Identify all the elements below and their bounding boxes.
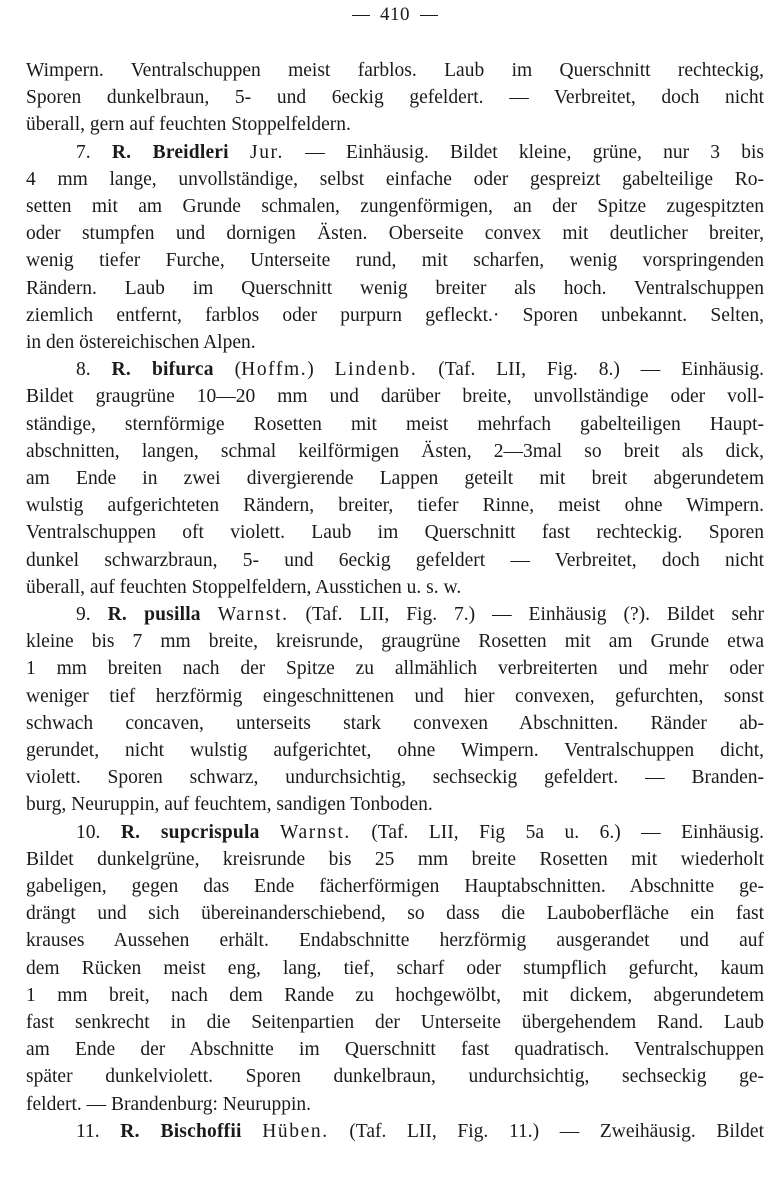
text-line	[26, 874, 764, 900]
text-segment: 8.	[76, 359, 112, 381]
text-segment: ziemlich entfernt, farblos oder purpurn gefleckt.· Sporen unbekannt. Selten,	[26, 304, 764, 326]
text-segment: Rändern. Laub im Querschnitt wenig breiter als hoch. Ventralschuppen	[26, 277, 764, 299]
text-line	[26, 1010, 764, 1036]
text-line	[26, 221, 764, 247]
species-name: R. bifurca	[111, 359, 214, 381]
header-left-dash	[352, 15, 370, 16]
text-segment: 7.	[76, 141, 112, 163]
text-line	[26, 303, 764, 329]
text-segment: schwach concaven, unterseits stark convexen Abschnitten. Ränder ab-	[26, 712, 764, 734]
species-name: R. pusilla	[107, 604, 201, 625]
text-line	[26, 330, 764, 356]
text-segment: Wimpern. Ventralschuppen meist farblos. Laub im Querschnitt rechteckig,	[26, 60, 764, 81]
species-name: R. Bischoffii	[120, 1120, 242, 1142]
text-segment: in den östereichischen Alpen.	[26, 332, 256, 353]
text-line	[26, 656, 764, 682]
text-segment: (Taf. LII, Fig. 11.) — Zweihäusig. Bildet	[328, 1120, 764, 1142]
text-line	[26, 1064, 764, 1090]
text-line	[26, 1092, 764, 1118]
text-line	[26, 629, 764, 655]
text-segment: )	[307, 359, 335, 381]
text-segment: weniger tief herzförmig eingeschnittenen und hier convexen, gefurchten, sonst	[26, 685, 764, 707]
text-line	[26, 684, 764, 710]
text-line	[26, 548, 764, 574]
text-segment: oder stumpfen und dornigen Ästen. Oberseite convex mit deutlicher breiter,	[26, 223, 764, 245]
text-line	[26, 85, 764, 111]
text-segment: überall, auf feuchten Stoppelfeldern, Ausstichen u. s. w.	[26, 576, 462, 598]
text-line	[26, 248, 764, 274]
entry-first-line	[26, 357, 764, 383]
text-segment: am Ende in zwei divergierende Lappen geteilt mit breit abgerundetem	[26, 468, 764, 489]
text-segment: (Taf. LII, Fig. 8.) — Einhäusig.	[417, 359, 765, 381]
text-segment: wulstig aufgerichteten Rändern, breiter, tiefer Rinne, meist ohne Wimpern.	[26, 495, 764, 517]
species-name: R. supcrispula	[120, 821, 260, 843]
text-segment: gabeligen, gegen das Ende fächerförmigen Hauptabschnitten. Abschnitte ge-	[26, 876, 764, 897]
text-segment: Sporen dunkelbraun, 5- und 6eckig gefeldert. — Verbreitet, doch nicht	[26, 87, 764, 109]
text-segment	[242, 1121, 263, 1142]
text-line	[26, 412, 764, 438]
text-segment: ständige, sternförmige Rosetten mit meist mehrfach gabelteiligen Haupt-	[26, 413, 764, 435]
text-segment: 4 mm lange, unvollständige, selbst einfache oder gespreizt gabelteilige Ro-	[26, 168, 764, 190]
text-line	[26, 738, 764, 764]
text-segment: 11.	[76, 1120, 121, 1142]
text-line	[26, 58, 764, 84]
text-line	[26, 983, 764, 1009]
text-line	[26, 1037, 764, 1063]
text-segment: (Taf. LII, Fig. 7.) — Einhäusig (?). Bildet sehr	[288, 604, 765, 625]
text-line	[26, 711, 764, 737]
text-segment: 1 mm breit, nach dem Rande zu hochgewölbt, mit dickem, abgerundetem	[26, 984, 764, 1006]
species-name: R. Breidleri	[111, 141, 229, 163]
text-segment	[201, 604, 218, 625]
text-segment: feldert. — Brandenburg: Neuruppin.	[26, 1093, 312, 1115]
page-number: 410	[380, 4, 410, 25]
text-segment: setten mit am Grunde schmalen, zungenförmigen, an der Spitze zugespitzten	[26, 196, 764, 217]
text-segment: später dunkelviolett. Sporen dunkelbraun, undurchsichtig, sechseckig ge-	[26, 1066, 764, 1088]
text-line	[26, 384, 764, 410]
text-line	[26, 901, 764, 927]
author-name: Warnst.	[217, 604, 289, 625]
text-segment: burg, Neuruppin, auf feuchtem, sandigen Tonboden.	[26, 794, 433, 816]
text-line	[26, 956, 764, 982]
text-line	[26, 194, 764, 220]
text-line	[26, 928, 764, 954]
text-segment: Bildet graugrüne 10—20 mm und darüber breite, unvollständige oder voll-	[26, 386, 764, 408]
text-segment: überall, gern auf feuchten Stoppelfeldern.	[26, 114, 351, 136]
entry-first-line	[26, 140, 764, 166]
text-segment: Bildet dunkelgrüne, kreisrunde bis 25 mm breite Rosetten mit wiederholt	[26, 848, 764, 870]
text-segment: abschnitten, langen, schmal keilförmigen Ästen, 2—3mal so breit als dick,	[26, 440, 764, 462]
text-segment: kleine bis 7 mm breite, kreisrunde, graugrüne Rosetten mit am Grunde etwa	[26, 631, 764, 653]
text-segment: krauses Aussehen erhält. Endabschnitte herzförmig ausgerandet und auf	[26, 930, 764, 952]
text-line	[26, 847, 764, 873]
author-name: Jur.	[250, 141, 285, 163]
header-right-dash	[420, 15, 438, 16]
book-page	[26, 0, 764, 1200]
text-line	[26, 765, 764, 791]
text-segment: am Ende der Abschnitte im Querschnitt fast quadratisch. Ventralschuppen	[26, 1039, 764, 1061]
text-line	[26, 466, 764, 492]
text-segment	[229, 142, 250, 163]
text-segment: gerundet, nicht wulstig aufgerichtet, ohne Wimpern. Ventralschuppen dicht,	[26, 740, 764, 761]
author-name: Warnst.	[280, 821, 351, 843]
text-segment	[260, 822, 280, 843]
entry-first-line	[26, 820, 764, 846]
text-segment: Ventralschuppen oft violett. Laub im Querschnitt fast rechteckig. Sporen	[26, 522, 764, 544]
text-segment: wenig tiefer Furche, Unterseite rund, mit scharfen, wenig vorspringenden	[26, 250, 764, 272]
text-segment: 1 mm breiten nach der Spitze zu allmählich verbreiterten und mehr oder	[26, 658, 764, 680]
entry-first-line	[26, 602, 764, 628]
text-segment: drängt und sich übereinanderschiebend, so dass die Lauboberfläche ein fast	[26, 903, 764, 925]
entry-first-line	[26, 1119, 764, 1145]
text-segment: dem Rücken meist eng, lang, tief, scharf oder stumpflich gefurcht, kaum	[26, 957, 764, 979]
text-segment: 10.	[76, 821, 121, 843]
text-line	[26, 575, 764, 601]
text-line	[26, 276, 764, 302]
text-line	[26, 520, 764, 546]
author-name: Hüben.	[262, 1120, 329, 1142]
text-segment: violett. Sporen schwarz, undurchsichtig, sechseckig gefeldert. — Branden-	[26, 767, 764, 789]
text-segment: (Taf. LII, Fig 5a u. 6.) — Einhäusig.	[350, 821, 765, 843]
text-segment: fast senkrecht in die Seitenpartien der Unterseite übergehendem Rand. Laub	[26, 1012, 764, 1033]
text-line	[26, 112, 764, 138]
text-segment: — Einhäusig. Bildet kleine, grüne, nur 3 bis	[284, 141, 765, 163]
text-line	[26, 792, 764, 818]
text-segment: dunkel schwarzbraun, 5- und 6eckig gefeldert — Verbreitet, doch nicht	[26, 549, 764, 571]
text-line	[26, 493, 764, 519]
text-line	[26, 167, 764, 193]
text-segment: (	[213, 359, 242, 381]
author-name: Lindenb.	[334, 359, 418, 381]
text-line	[26, 439, 764, 465]
author-name: Hoffm.	[241, 359, 308, 381]
text-segment: 9.	[76, 604, 108, 625]
page-number-header	[26, 4, 764, 26]
